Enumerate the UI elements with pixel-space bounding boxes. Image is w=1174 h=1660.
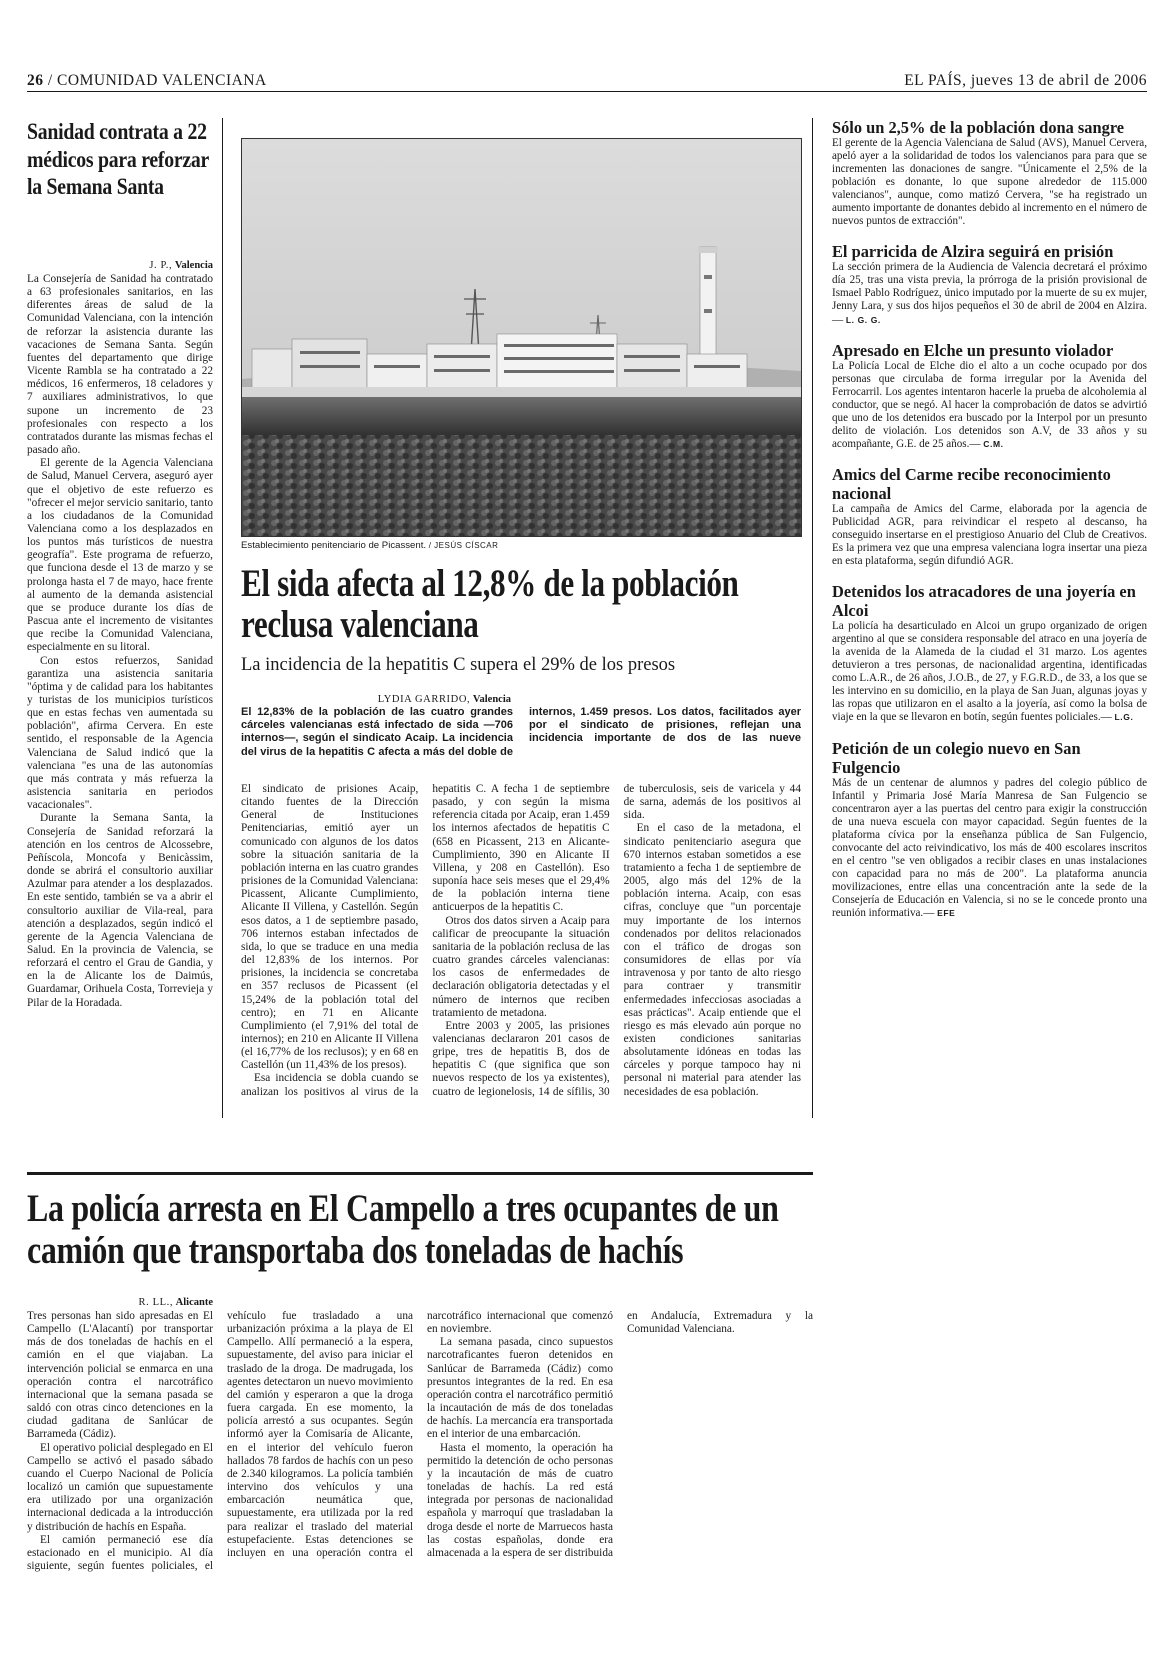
brief-body: La sección primera de la Audiencia de Valencia decretará el próximo día 25, tras una vista previa, la prórroga de la prisión provisional de Ismael Pablo Rodríguez, único imputado por la muerte de su ex mujer, Jenny Lara, y sus dos hijos pequeños el 30 de abril de 2004 en Alzira.— <box>832 261 1147 326</box>
byline-place: Valencia <box>472 694 511 705</box>
paragraph: El gerente de la Agencia Valenciana de Salud, Manuel Cervera, aseguró ayer que el objetivo de este refuerzo es "ofrecer el mejor servicio sanitario, tanto a los ciudadanos de la Comunidad Valenciana como a los desplazados en los puntos más turísticos de nuestra geografía". Este programa de refuerzo, que funciona desde el 13 de marzo y se prolonga hasta el 7 de mayo, hace frente al aumento de la demanda asistencial que se produce durante los días de Pascua ante el incremento de visitantes que recibe la Comunidad Valenciana, especialmente en su litoral. <box>27 457 213 654</box>
brief-signature: L. G. G. <box>845 314 881 325</box>
page-number: 26 <box>27 72 44 89</box>
brief <box>832 242 1147 326</box>
paragraph: El operativo policial desplegado en El Campello se activó el pasado sábado cuando el Cuerpo Nacional de Policía localizó un camión que supuestamente era utilizado por una organización internacional dedicada a la introducción y distribución de hachís en España. <box>27 1441 213 1533</box>
paragraph: Tres personas han sido apresadas en El Campello (L'Alacantí) por transportar más de dos toneladas de hachís en el camión en el que viajaban. La intervención policial se enmarca en una operación contra el narcotráfico internacional que la semana pasada se saldó con otras cinco detenciones en la ciudad gaditana de Sanlúcar de Barrameda (Cádiz). <box>27 1310 213 1441</box>
section-name: / COMUNIDAD VALENCIANA <box>47 72 267 89</box>
main-headline: El sida afecta al 12,8% de la población reclusa valenciana <box>241 562 739 646</box>
paragraph: El camión permaneció ese día estacionado en el municipio. Al día siguiente, según fuentes policiales, el vehículo fue trasladado a una urbanización próxima a la playa de El Campello. Allí permaneció a la espera, supuestamente, del aviso para iniciar el traslado de la droga. De madrugada, los agentes detectaron un nuevo movimiento del camión y esperaron a que la droga fuera cargada. En ese momento, la policía arrestó a sus ocupantes. Según informó ayer la Comisaría de Alicante, en el interior del vehículo fueron hallados 78 fardos de hachís con un peso de 2.340 kilogramos. La policía también intervino dos vehículos y una embarcación neumática que, supuestamente, era utilizada por la red para realizar el traslado del material estupefaciente. Estas detenciones se incluyen en una operación contra el narcotráfico internacional que comenzó en noviembre. <box>27 1310 613 1572</box>
brief-headline: Apresado en Elche un presunto violador <box>832 340 1114 360</box>
brief-headline: Amics del Carme recibe reconocimiento nacional <box>832 464 1111 503</box>
bottom-article-rule <box>27 1172 813 1175</box>
folio-left <box>27 72 467 90</box>
paragraph: Durante la Semana Santa, la Consejería de Sanidad reforzará la atención en los centros de Alcossebre, Peñíscola, Moncofa y Benicàssim, donde se abrirá el consultorio auxiliar Azulmar para atender a los desplazados. En este sentido, también se va a abrir el consultorio auxiliar de Vila-real, para atención a desplazados, según indicó el gerente de la Agencia Valenciana de Salud. En la provincia de Valencia, se reforzará el centro el Grau de Gandia, y en la de Alicante los de Daimús, Guardamar, Orihuela Costa, Torrevieja y Pilar de la Horadada. <box>27 812 213 1009</box>
main-subheadline: La incidencia de la hepatitis C supera el 29% de los presos <box>241 655 676 675</box>
brief-text <box>832 261 1147 326</box>
brief-headline: Sólo un 2,5% de la población dona sangre <box>832 118 1125 137</box>
column-rule <box>222 118 223 1118</box>
main-lead <box>241 706 801 772</box>
paragraph: La semana pasada, cinco supuestos narcotraficantes fueron detenidos en Sanlúcar de Barrameda (Cádiz) como presuntos integrantes de la red. En esa operación contra el narcotráfico permitió la incautación de más de dos toneladas de hachís. La mercancía era transportada en el interior de una embarcación. <box>427 1336 613 1441</box>
bottom-byline <box>27 1296 213 1309</box>
left-article-headline: Sanidad contrata a 22 médicos para reforzar la Semana Santa <box>27 119 209 199</box>
brief-headline: Detenidos los atracadores de una joyería en Alcoi <box>832 582 1136 621</box>
brief-text <box>832 137 1147 228</box>
byline-author: LYDIA GARRIDO, <box>377 694 471 705</box>
byline-place: Valencia <box>174 260 213 271</box>
brief <box>832 341 1147 451</box>
briefs-column <box>832 118 1147 920</box>
brief-body: La policía ha desarticulado en Alcoi un grupo organizado de origen argentino al que se considera responsable del atraco en una joyería de la avenida de la Alameda de la ciudad el 31 marzo. Los agentes detuvieron a tres personas, de nacionalidad argentina, identificadas como L.A.R., de 26 años, J.O.B., de 27, y F.G.R.D., de 33, a los que se les intervino en su domicilio, en la playa de San Juan, algunas joyas y las ropas que utilizaron en el asalto a la joyería, así como la bolsa de viaje en la que se llevaron en botín, según fuentes policiales.— <box>832 620 1147 724</box>
byline-author: J. P., <box>149 260 173 271</box>
paragraph: La Consejería de Sanidad ha contratado a 63 profesionales sanitarios, en las diferentes áreas de salud de la Comunidad Valenciana, con la intención de reforzar la asistencia durante las vacaciones de Semana Santa. Según fuentes del departamento que dirige Vicente Rambla se ha contratado a 22 médicos, 16 enfermeros, 18 celadores y 7 auxiliares administrativos, lo que supone un incremento de 23 profesionales con respecto a los contratados durante las mismas fechas el pasado año. <box>27 273 213 457</box>
brief-text <box>832 360 1147 451</box>
brief-text <box>832 620 1147 724</box>
brief-text <box>832 503 1147 568</box>
byline-author: R. LL., <box>138 1297 174 1308</box>
column-rule <box>812 118 813 1118</box>
paragraph: Esa incidencia se dobla cuando se analizan los positivos al virus de la hepatitis C. A fecha 1 de septiembre pasado, y con según la misma referencia citada por Acaip, eran 1.459 los internos afectados de hepatitis C (658 en Picassent, 213 en Alicante-Cumplimiento, 390 en Alicante II Villena, y 208 en Castellón). Eso suponía hace seis meses que el 29,4% de la población interna tiene anticuerpos de la hepatitis C. <box>241 783 610 1098</box>
brief-body: El gerente de la Agencia Valenciana de Salud (AVS), Manuel Cervera, apeló ayer a la solidaridad de todos los valencianos para para que se incrementen las donaciones de sangre. "Únicamente el 2,5% de la población es donante, lo que supone alrededor de 115.000 valencianos", aunque, como matizó Cervera, "se ha registrado un aumento importante de donantes debido al incremento en el número de nuevos puntos de extracción". <box>832 137 1147 228</box>
brief <box>832 739 1147 921</box>
photo-caption <box>241 540 800 551</box>
main-article-body <box>241 783 801 1111</box>
paragraph: En el caso de la metadona, el sindicato penitenciario asegura que 670 internos estaban sometidos a ese tratamiento a fecha 1 de septiembre de 2005, algo más del 12% de la población interna. Acaip, con esas cifras, concluye que "un porcentaje muy importante de los internos condenados por delitos relacionados con el tráfico de drogas son consumidores de ellas por vía intravenosa y por tanto de alto riesgo para contraer y transmitir enfermedades infecciosas asociadas a esas prácticas". Acaip entiende que el riesgo es más elevado aún porque no existen condiciones sanitarias absolutamente idóneas en todas las cárceles y porque tampoco hay ni personal ni material para atender las necesidades de esa población. <box>623 822 801 1098</box>
brief <box>832 582 1147 724</box>
brief-body: Más de un centenar de alumnos y padres del colegio público de Infantil y Primaria José María Manresa de San Fulgencio se concentraron ayer a las puertas del centro para exigir la construcción de una nueva escuela con mayor capacidad. Según fuentes de la plataforma cívica por la enseñanza pública de San Fulgencio, convocante del acto reivindicativo, los más de 400 escolares inscritos en el centro "se ven obligados a recibir clases en unas instalaciones con capacidad para no más de 200". La plataforma anuncia movilizaciones, entre ellas una concentración ante la sede de la Consejería de Educación en Valencia, si no se le concede pronto una reunión informativa.— <box>832 776 1147 919</box>
brief-signature: EFE <box>937 907 956 918</box>
brief <box>832 118 1147 228</box>
header-rule <box>27 91 1147 92</box>
publication-date: EL PAÍS, jueves 13 de abril de 2006 <box>904 72 1147 89</box>
main-byline <box>241 693 511 706</box>
brief-headline: El parricida de Alzira seguirá en prisión <box>832 242 1114 262</box>
bottom-article-body <box>27 1310 813 1585</box>
brief-body: La campaña de Amics del Carme, elaborada por la agencia de Publicidad AGR, para reivindicar el respeto al descanso, ha conseguido insertarse en el prestigioso Anuario del Club de Creativos. Es la primera vez que una empresa valenciana logra insertar una pieza en esta plataforma, según difundió AGR. <box>832 502 1147 568</box>
paragraph: Entre 2003 y 2005, las prisiones valencianas declararon 201 casos de gripe, tres de hepatitis B, dos de hepatitis C (que significa que son nuevos respecto de los ya existentes), cuatro de legionelosis, 14 de sífilis, 30 de tuberculosis, seis de varicela y 44 de sarna, además de los positivos al sida. <box>432 783 801 1098</box>
brief-signature: C.M. <box>983 438 1004 449</box>
paragraph: Hasta el momento, la operación ha permitido la detención de ocho personas y la incautación de más de cuatro toneladas de hachís. La red está integrada por personas de nacionalidad española y marroquí que trasladaban la droga desde el norte de Marruecos hasta las costas españolas, donde era almacenada a la espera de ser distribuida en Andalucía, Extremadura y la Comunidad Valenciana. <box>427 1310 813 1559</box>
brief-headline: Petición de un colegio nuevo en San Fulgencio <box>832 738 1081 777</box>
brief <box>832 465 1147 568</box>
left-article-byline <box>27 259 213 272</box>
paragraph: Con estos refuerzos, Sanidad garantiza una asistencia sanitaria "óptima y de calidad para los habitantes y turistas de los municipios turísticos que en estas fechas ven aumentada su población", afirma Cervera. En este sentido, el responsable de la Agencia Valenciana de Salud indicó que la valenciana "es una de las autonomías que más contrata y más refuerza la asistencia sanitaria en periodos vacacionales". <box>27 654 213 812</box>
bottom-headline: La policía arresta en El Campello a tres ocupantes de un camión que transportaba dos toneladas de hachís <box>27 1187 779 1272</box>
brief-text <box>832 777 1147 921</box>
paragraph: Otros dos datos sirven a Acaip para calificar de preocupante la situación sanitaria de la población reclusa de las cuatro grandes cárceles valencianas: los casos de enfermedades de declaración obligatoria detectadas y el número de internos que reciben tratamiento de metadona. <box>432 914 610 1019</box>
left-article-body <box>27 273 213 1113</box>
lead-text: El 12,83% de la población de las cuatro grandes cárceles valencianas está infectado de sida —706 internos—, según el sindicato Acaip. La incidencia del virus de la hepatitis C afecta a más del doble de internos, 1.459 presos. Los datos, facilitados ayer por el sindicato de prisiones, reflejan una incidencia importante de dos de las nueve <box>241 706 801 758</box>
paragraph: El sindicato de prisiones Acaip, citando fuentes de la Dirección General de Instituciones Penitenciarias, emitió ayer un comunicado con algunos de los datos sobre la situación sanitaria de la población interna en las cuatro grandes prisiones de la Comunidad Valenciana: Picassent, Alicante Cumplimiento, Alicante II Villena, y Castellón. Según esos datos, a 1 de septiembre pasado, 706 internos estaban infectados de sida, lo que se traduce en una media del 12,83% de los internos. Por prisiones, la incidencia se concretaba en 357 reclusos de Picassent (el 15,24% de la población total del centro); en 71 en Alicante Cumplimiento (el 7,91% del total de internos); en 210 en Alicante II Villena (el 16,77% de los reclusos); y en 68 en Castellón (un 11,43% de los presos). <box>241 783 419 1072</box>
prison-photo <box>241 138 802 537</box>
brief-signature: L.G. <box>1114 712 1134 723</box>
caption-text: Establecimiento penitenciario de Picassent. <box>241 540 427 551</box>
brief-body: La Policía Local de Elche dio el alto a un coche ocupado por dos personas que circulaba de forma irregular por la Avenida del Ferrocarril. Los agentes intentaron hacerle la prueba de alcoholemia al conductor, que se negó. Al hacer la comprobación de datos se advirtió que uno de los detenidos era buscado por la Interpol por un presunto delito de violación. Los detenidos son A.V, de 33 años y su acompañante, G.E. de 25 años.— <box>832 359 1147 450</box>
photo-credit: / JESÚS CÍSCAR <box>428 541 499 550</box>
byline-place: Alicante <box>175 1297 213 1308</box>
